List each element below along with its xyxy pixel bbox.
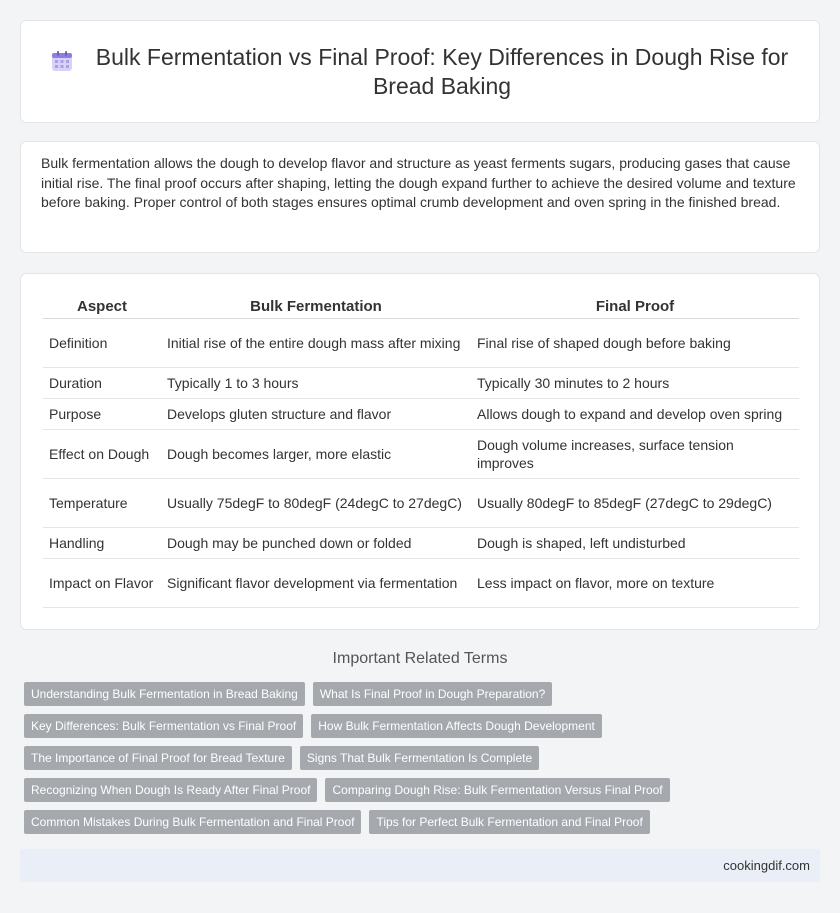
related-term-link[interactable]: Key Differences: Bulk Fermentation vs Final Proof <box>24 714 303 738</box>
related-term-link[interactable]: Signs That Bulk Fermentation Is Complete <box>300 746 539 770</box>
comparison-table <box>43 294 799 608</box>
cell-bulk: Develops gluten structure and flavor <box>161 399 471 430</box>
cell-final: Final rise of shaped dough before baking <box>471 319 799 368</box>
table-row <box>43 399 799 430</box>
related-term-link[interactable]: Recognizing When Dough Is Ready After Final Proof <box>24 778 317 802</box>
column-header-bulk: Bulk Fermentation <box>161 294 471 319</box>
page-title: Bulk Fermentation vs Final Proof: Key Differences in Dough Rise for Bread Baking <box>95 43 789 99</box>
header-card <box>20 20 820 123</box>
cell-aspect: Temperature <box>43 479 161 528</box>
footer <box>20 849 820 882</box>
cell-bulk: Typically 1 to 3 hours <box>161 368 471 399</box>
related-terms-title: Important Related Terms <box>332 650 508 667</box>
title-wrap <box>50 43 790 101</box>
cell-aspect: Handling <box>43 528 161 559</box>
table-header-row <box>43 294 799 319</box>
term-row <box>24 778 824 802</box>
term-row <box>24 714 824 738</box>
cell-final: Less impact on flavor, more on texture <box>471 559 799 608</box>
cell-final: Dough volume increases, surface tension improves <box>471 430 799 479</box>
related-term-link[interactable]: Understanding Bulk Fermentation in Bread Baking <box>24 682 305 706</box>
table-row <box>43 319 799 368</box>
related-term-link[interactable]: The Importance of Final Proof for Bread Texture <box>24 746 292 770</box>
cell-aspect: Definition <box>43 319 161 368</box>
cell-final: Allows dough to expand and develop oven spring <box>471 399 799 430</box>
term-row <box>24 682 824 706</box>
table-row <box>43 479 799 528</box>
column-header-final: Final Proof <box>471 294 799 319</box>
related-term-link[interactable]: Tips for Perfect Bulk Fermentation and Final Proof <box>369 810 649 834</box>
term-row <box>24 746 824 770</box>
table-row <box>43 559 799 608</box>
related-term-link[interactable]: What Is Final Proof in Dough Preparation? <box>313 682 552 706</box>
table-row <box>43 430 799 479</box>
intro-card <box>20 141 820 253</box>
table-row <box>43 528 799 559</box>
comparison-card <box>20 273 820 630</box>
cell-aspect: Duration <box>43 368 161 399</box>
cell-final: Dough is shaped, left undisturbed <box>471 528 799 559</box>
column-header-aspect: Aspect <box>43 294 161 319</box>
cell-final: Typically 30 minutes to 2 hours <box>471 368 799 399</box>
cell-bulk: Dough becomes larger, more elastic <box>161 430 471 479</box>
intro-text: Bulk fermentation allows the dough to develop flavor and structure as yeast ferments sugars, producing gases that cause initial rise. The final proof occurs after shaping, letting the dough expand further to achieve the desired volume and texture before baking. Proper control of both stages ensures optimal crumb development and oven spring in the finished bread. <box>41 155 796 210</box>
cell-final: Usually 80degF to 85degF (27degC to 29degC) <box>471 479 799 528</box>
cell-bulk: Dough may be punched down or folded <box>161 528 471 559</box>
document-icon <box>50 49 74 73</box>
cell-aspect: Purpose <box>43 399 161 430</box>
cell-bulk: Initial rise of the entire dough mass after mixing <box>161 319 471 368</box>
cell-aspect: Effect on Dough <box>43 430 161 479</box>
cell-aspect: Impact on Flavor <box>43 559 161 608</box>
related-term-link[interactable]: Comparing Dough Rise: Bulk Fermentation Versus Final Proof <box>325 778 669 802</box>
related-terms-list <box>24 682 824 842</box>
related-term-link[interactable]: How Bulk Fermentation Affects Dough Development <box>311 714 602 738</box>
cell-bulk: Usually 75degF to 80degF (24degC to 27degC) <box>161 479 471 528</box>
footer-site-link[interactable]: cookingdif.com <box>723 858 810 873</box>
term-row <box>24 810 824 834</box>
table-row <box>43 368 799 399</box>
cell-bulk: Significant flavor development via fermentation <box>161 559 471 608</box>
related-term-link[interactable]: Common Mistakes During Bulk Fermentation and Final Proof <box>24 810 361 834</box>
